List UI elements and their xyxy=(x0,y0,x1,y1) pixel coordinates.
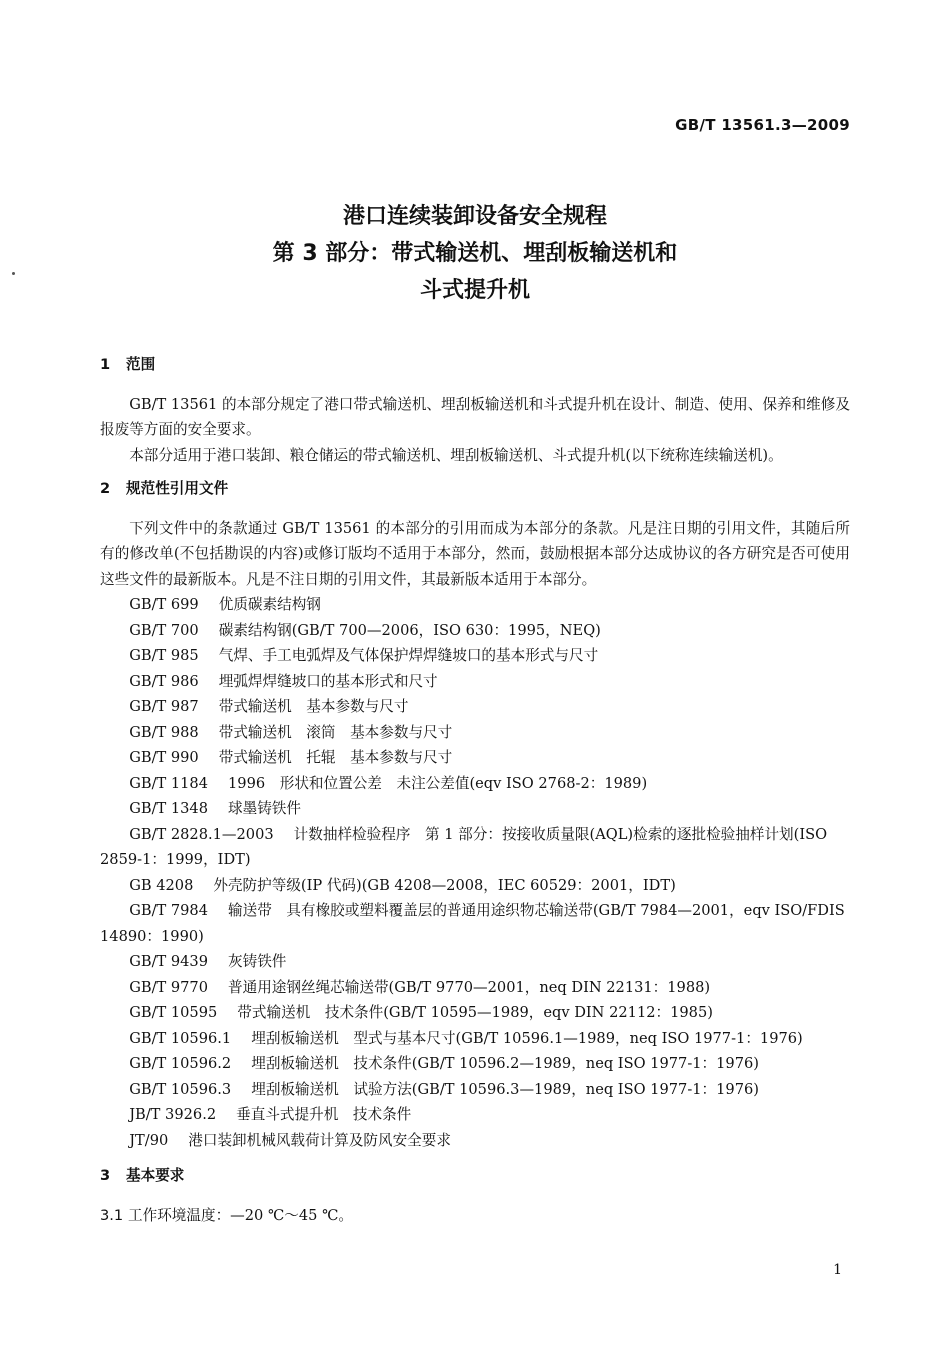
reference-code: JB/T 3926.2 xyxy=(129,1106,217,1123)
section-number: 1 xyxy=(100,356,111,373)
reference-title: 带式输送机 基本参数与尺寸 xyxy=(218,698,409,715)
reference-item xyxy=(100,618,850,644)
reference-title: 埋刮板输送机 技术条件(GB/T 10596.2—1989，neq ISO 1977-1：1976) xyxy=(251,1055,759,1072)
reference-code: GB/T 985 xyxy=(129,647,199,664)
section-2-heading xyxy=(100,476,850,502)
reference-title: 气焊、手工电弧焊及气体保护焊焊缝坡口的基本形式与尺寸 xyxy=(218,647,599,664)
section-title: 基本要求 xyxy=(126,1167,185,1184)
document-title xyxy=(0,198,950,309)
reference-item xyxy=(100,694,850,720)
reference-title: 埋刮板输送机 型式与基本尺寸(GB/T 10596.1—1989，neq ISO 1977-1：1976) xyxy=(251,1029,803,1047)
reference-item xyxy=(100,669,850,695)
clause-3-1 xyxy=(100,1203,850,1229)
reference-title: 普通用途钢丝绳芯输送带(GB/T 9770—2001，neq DIN 22131：1988) xyxy=(228,978,711,996)
clause-text: 工作环境温度：—20 ℃～45 ℃。 xyxy=(128,1206,354,1224)
clause-number: 3.1 xyxy=(100,1206,124,1224)
reference-code: GB/T 10596.3 xyxy=(129,1080,232,1098)
page-number: 1 xyxy=(833,1262,842,1278)
reference-item xyxy=(100,592,850,618)
reference-item xyxy=(100,1051,850,1077)
title-line-1: 港口连续装卸设备安全规程 xyxy=(342,204,607,229)
reference-code: GB 4208 xyxy=(129,876,194,894)
reference-title: 带式输送机 托辊 基本参数与尺寸 xyxy=(218,749,453,766)
reference-title: 埋弧焊焊缝坡口的基本形式和尺寸 xyxy=(218,672,438,690)
reference-title: 埋刮板输送机 试验方法(GB/T 10596.3—1989，neq ISO 1977-1：1976) xyxy=(251,1080,759,1098)
reference-item xyxy=(100,822,850,873)
reference-title: 优质碳素结构钢 xyxy=(218,596,321,613)
section-title: 范围 xyxy=(126,356,156,373)
reference-code: GB/T 2828.1—2003 xyxy=(129,825,274,843)
section-number: 2 xyxy=(100,480,111,497)
reference-item xyxy=(100,1128,850,1154)
section-title: 规范性引用文件 xyxy=(126,480,229,497)
reference-title: 计数抽样检验程序 第 1 部分：按接收质量限(AQL)检索的逐批检验抽样计划(ISO 2859-1：1999，IDT) xyxy=(100,825,828,868)
reference-title: 带式输送机 技术条件(GB/T 10595—1989，eqv DIN 22112：1985) xyxy=(237,1004,713,1021)
reference-title: 外壳防护等级(IP 代码)(GB 4208—2008，IEC 60529：2001，IDT) xyxy=(213,876,676,894)
reference-item xyxy=(100,771,850,797)
reference-item xyxy=(100,898,850,949)
reference-item xyxy=(100,1077,850,1103)
scope-paragraph-1: GB/T 13561 的本部分规定了港口带式输送机、埋刮板输送机和斗式提升机在设计、制造、使用、保养和维修及报废等方面的安全要求。 xyxy=(100,395,850,438)
reference-title: 垂直斗式提升机 技术条件 xyxy=(236,1106,412,1123)
reference-code: GB/T 1184 xyxy=(129,774,208,792)
reference-code: GB/T 10596.1 xyxy=(129,1029,232,1047)
reference-item xyxy=(100,1026,850,1052)
document-body xyxy=(100,352,850,1228)
reference-code: GB/T 987 xyxy=(129,698,199,715)
reference-item xyxy=(100,1102,850,1128)
reference-code: GB/T 10595 xyxy=(129,1004,218,1021)
reference-item xyxy=(100,720,850,746)
reference-code: GB/T 700 xyxy=(129,621,199,639)
reference-code: GB/T 1348 xyxy=(129,800,208,817)
reference-title: 1996 形状和位置公差 未注公差值(eqv ISO 2768-2：1989) xyxy=(228,774,648,792)
reference-title: 带式输送机 滚筒 基本参数与尺寸 xyxy=(218,723,453,741)
reference-code: GB/T 988 xyxy=(129,723,199,741)
reference-code: JT/90 xyxy=(129,1131,169,1149)
reference-code: GB/T 986 xyxy=(129,672,199,690)
section-1-heading xyxy=(100,352,850,378)
reference-title: 港口装卸机械风载荷计算及防风安全要求 xyxy=(188,1131,451,1149)
reference-code: GB/T 990 xyxy=(129,749,199,766)
reference-item xyxy=(100,643,850,669)
reference-code: GB/T 9770 xyxy=(129,978,208,996)
reference-title: 输送带 具有橡胶或塑料覆盖层的普通用途织物芯输送带(GB/T 7984—2001，eqv ISO/FDIS 14890：1990) xyxy=(100,902,845,945)
reference-title: 球墨铸铁件 xyxy=(228,800,301,817)
scan-speck xyxy=(12,272,15,275)
reference-code: GB/T 699 xyxy=(129,596,199,613)
section-3-heading xyxy=(100,1163,850,1189)
reference-item xyxy=(100,873,850,899)
reference-code: GB/T 7984 xyxy=(129,902,208,919)
reference-code: GB/T 10596.2 xyxy=(129,1055,232,1072)
reference-title: 碳素结构钢(GB/T 700—2006，ISO 630：1995，NEQ) xyxy=(218,621,601,639)
reference-list xyxy=(100,592,850,1153)
reference-item xyxy=(100,745,850,771)
reference-item xyxy=(100,1000,850,1026)
reference-code: GB/T 9439 xyxy=(129,953,208,970)
reference-title: 灰铸铁件 xyxy=(228,953,287,970)
references-intro: 下列文件中的条款通过 GB/T 13561 的本部分的引用而成为本部分的条款。凡是注日期的引用文件，其随后所有的修改单(不包括勘误的内容)或修订版均不适用于本部分，然而，鼓励根据本部分达成协议的各方研究是否可使用这些文件的最新版本。凡是不注日期的引用文件，其最新版本适用于本部分。 xyxy=(100,519,850,588)
standard-code: GB/T 13561.3—2009 xyxy=(675,116,850,134)
reference-item xyxy=(100,949,850,975)
scope-paragraph-2: 本部分适用于港口装卸、粮仓储运的带式输送机、埋刮板输送机、斗式提升机(以下统称连续输送机)。 xyxy=(129,446,783,464)
reference-item xyxy=(100,975,850,1001)
section-number: 3 xyxy=(100,1167,111,1184)
reference-item xyxy=(100,796,850,822)
title-line-2: 第 3 部分：带式输送机、埋刮板输送机和 xyxy=(272,241,678,266)
title-line-3: 斗式提升机 xyxy=(419,278,530,303)
